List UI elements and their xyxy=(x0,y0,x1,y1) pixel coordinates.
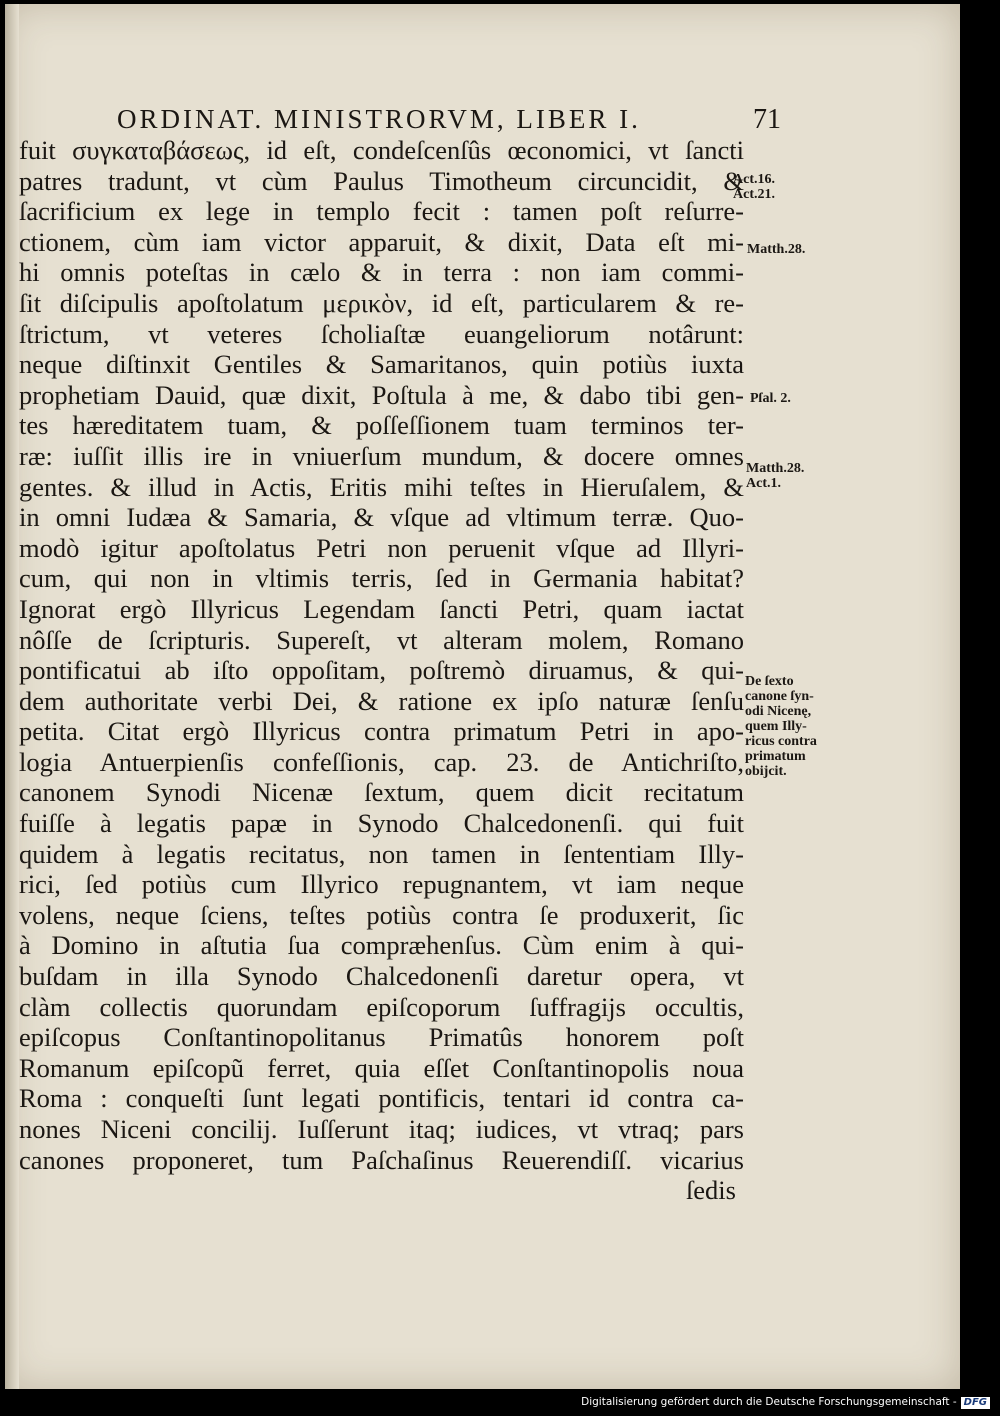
text-line: prophetiam Dauid, quæ dixit, Poſtula à me, & dabo tibi gen- xyxy=(19,379,744,410)
digitization-credit xyxy=(581,1396,990,1409)
text-line: modò igitur apoſtolatus Petri non peruenit vſque ad Illyri- xyxy=(19,532,744,563)
text-line: tes hæreditatem tuam, & poſſeſſionem tuam terminos ter- xyxy=(19,410,744,441)
text-line: ræ: iuſſit illis ire in vniuerſum mundum, & docere omnes xyxy=(19,440,744,471)
text-line: canones proponeret, tum Paſchaſinus Reuerendiſſ. vicarius xyxy=(19,1144,744,1175)
text-line: fuiſſe à legatis papæ in Synodo Chalcedonenſi. qui fuit xyxy=(19,808,744,839)
dfg-logo: DFG xyxy=(961,1397,990,1409)
text-line: ſtrictum, vt veteres ſcholiaſtæ euangeliorum notârunt: xyxy=(19,318,744,349)
text-line: neque diſtinxit Gentiles & Samaritanos, quin potiùs iuxta xyxy=(19,349,744,380)
text-line: à Domino in aſtutia ſua compræhenſus. Cùm enim à qui- xyxy=(19,930,744,961)
marginal-note-acts: Act.16. Act.21. xyxy=(733,172,775,202)
text-line: in omni Iudæa & Samaria, & vſque ad vltimum terræ. Quo- xyxy=(19,502,744,533)
body-text xyxy=(19,135,744,1206)
text-line: rici, ſed potiùs cum Illyrico repugnantem, vt iam neque xyxy=(19,869,744,900)
marginal-note-matthew-acts: Matth.28. Act.1. xyxy=(746,461,805,491)
marginal-note-matthew: Matth.28. xyxy=(747,242,806,257)
text-line: patres tradunt, vt cùm Paulus Timotheum circuncidit, & xyxy=(19,165,744,196)
text-line: volens, neque ſciens, teſtes potiùs contra ſe produxerit, ſic xyxy=(19,899,744,930)
text-line: nones Niceni concilij. Iuſſerunt itaq; iudices, vt vtraq; pars xyxy=(19,1114,744,1144)
text-line: fuit συγκαταβάσεως, id eſt, condeſcenſûs œconomici, vt ſancti xyxy=(19,135,744,165)
footer-text: Digitalisierung gefördert durch die Deutsche Forschungsgemeinschaft - xyxy=(581,1396,957,1408)
text-line: petita. Citat ergò Illyricus contra primatum Petri in apo- xyxy=(19,716,744,747)
catchword: ſedis xyxy=(685,1175,736,1206)
text-line: quidem à legatis recitatus, non tamen in ſententiam Illy- xyxy=(19,838,744,869)
text-line: gentes. & illud in Actis, Eritis mihi teſtes in Hieruſalem, & xyxy=(19,471,744,502)
running-head: ORDINAT. MINISTRORVM, LIBER I. xyxy=(117,104,641,134)
page-number: 71 xyxy=(753,104,781,135)
marginal-note-psalm: Pſal. 2. xyxy=(750,391,791,406)
text-line: Roma : conqueſti ſunt legati pontificis, tentari id contra ca- xyxy=(19,1083,744,1114)
marginal-note-nicene-canon: De ſexto canone ſyn- odi Nicenę, quem Illy- ricus contra primatum obijcit. xyxy=(745,674,817,779)
page-gutter-shadow xyxy=(5,4,19,1389)
text-line: epiſcopus Conſtantinopolitanus Primatûs honorem poſt xyxy=(19,1022,744,1053)
text-line: ſacrificium ex lege in templo fecit : tamen poſt reſurre- xyxy=(19,196,744,227)
text-line: pontificatui ab iſto oppoſitam, poſtremò diruamus, & qui- xyxy=(19,655,744,686)
text-line: Romanum epiſcopũ ferret, quia eſſet Conſtantinopolis noua xyxy=(19,1052,744,1083)
text-line: ſit diſcipulis apoſtolatum μερικὸν, id eſt, particularem & re- xyxy=(19,287,744,318)
text-line: ctionem, cùm iam victor apparuit, & dixit, Data eſt mi- xyxy=(19,226,744,257)
book-page xyxy=(5,4,960,1389)
text-line: logia Antuerpienſis confeſſionis, cap. 23. de Antichriſto, xyxy=(19,746,744,777)
text-line: canonem Synodi Nicenæ ſextum, quem dicit recitatum xyxy=(19,777,744,808)
text-line: clàm collectis quorundam epiſcoporum ſuffragijs occultis, xyxy=(19,991,744,1022)
text-line: hi omnis poteſtas in cælo & in terra : non iam commi- xyxy=(19,257,744,288)
text-line: dem authoritate verbi Dei, & ratione ex ipſo naturæ ſenſu xyxy=(19,685,744,716)
text-line: cum, qui non in vltimis terris, ſed in Germania habitat? xyxy=(19,563,744,594)
text-line: nôſſe de ſcripturis. Supereſt, vt alteram molem, Romano xyxy=(19,624,744,655)
text-line: Ignorat ergò Illyricus Legendam ſancti Petri, quam iactat xyxy=(19,593,744,624)
text-line: buſdam in illa Synodo Chalcedonenſi daretur opera, vt xyxy=(19,961,744,992)
